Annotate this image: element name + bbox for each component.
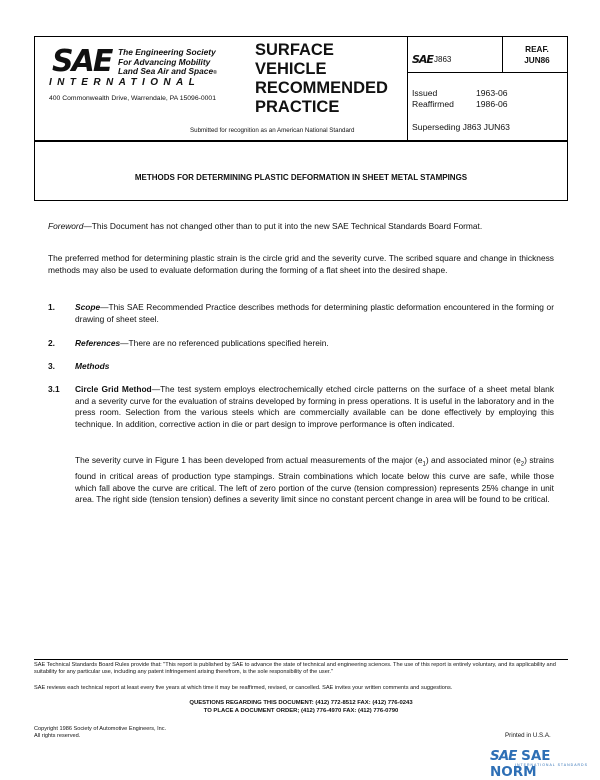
title-box	[34, 141, 568, 201]
header-divider	[407, 72, 568, 73]
reaffirmed-date: 1986-06	[476, 99, 508, 109]
issued-label: Issued	[412, 88, 438, 98]
doc-number: J863	[434, 55, 452, 64]
rights-reserved: All rights reserved.	[34, 733, 81, 739]
section-1-number: 1.	[48, 302, 55, 312]
questions-contact: QUESTIONS REGARDING THIS DOCUMENT: (412) 772-8512 FAX: (412) 776-0243	[189, 700, 413, 706]
sae-norm-subtitle: INTERNATIONAL STANDARDS	[515, 763, 588, 767]
address: 400 Commonwealth Drive, Warrendale, PA 15096-0001	[49, 95, 216, 102]
section-1-scope: Scope—This SAE Recommended Practice describes methods for determining plastic deformation encountered in the forming or drawing of sheet steel.	[75, 302, 554, 324]
sae-logo: SAE	[52, 44, 112, 79]
review-note: SAE reviews each technical report at least every five years at which time it may be reaffirmed, revised, or cancelled. SAE invites your written comments and suggestions.	[34, 685, 453, 691]
doc-id-logo: SAE	[412, 53, 433, 66]
section-3-number: 3.	[48, 361, 55, 371]
document-title: METHODS FOR DETERMINING PLASTIC DEFORMATION IN SHEET METAL STAMPINGS	[134, 173, 468, 182]
order-contact: TO PLACE A DOCUMENT ORDER; (412) 776-4970 FAX: (412) 776-0790	[203, 708, 399, 714]
footer-divider	[34, 659, 568, 660]
submitted-note: Submitted for recognition as an American National Standard	[190, 127, 355, 134]
society-tagline: The Engineering Society For Advancing Mobility Land Sea Air and Space®	[118, 47, 217, 76]
section-2-references: References—There are no referenced publications specified herein.	[75, 338, 329, 348]
header-divider	[407, 36, 408, 141]
copyright: Copyright 1986 Society of Automotive Engineers, Inc.	[34, 726, 167, 732]
preferred-method-paragraph: The preferred method for determining plastic strain is the circle grid and the severity curve. The scribed square and change in thickness methods may also be used to evaluate deformation during the forming of a flat sheet into the desired shape.	[48, 253, 554, 275]
policy-note: SAE Technical Standards Board Rules provide that: "This report is published by SAE to advance the state of technical and engineering sciences. The use of this report is entirely voluntary, and its applicability and suitability for any particular use, including any patent infringement arising therefrom, is the sole responsibility of the user."	[34, 662, 556, 676]
reaffirmation-badge: REAF. JUN86	[524, 45, 550, 65]
printed-in: Printed in U.S.A.	[505, 732, 551, 739]
section-2-number: 2.	[48, 338, 55, 348]
section-3-1-number: 3.1	[48, 384, 60, 394]
document-type-title: SURFACE VEHICLE RECOMMENDED PRACTICE	[255, 41, 388, 116]
superseding: Superseding J863 JUN63	[412, 122, 510, 132]
sae-norm-logo: SAE	[490, 748, 517, 764]
severity-curve-paragraph: The severity curve in Figure 1 has been developed from actual measurements of the major $(e_1)$ and associated minor $(e_2)$ strains found in critical areas of production type stampings. Strain combinations which locate below this curve are safe, while those which fall above the curve are critical. The left of zero portion of the curve (tension compression) represents 25% change in unit area. The right side (tension tension) defines a severity limit since no constant percent change in area will be found to be critical.	[75, 455, 554, 505]
international-label: INTERNATIONAL	[49, 77, 201, 88]
sae-norm-watermark: SAE SAE NORM	[490, 748, 551, 780]
reaffirmed-label: Reaffirmed	[412, 99, 454, 109]
issued-date: 1963-06	[476, 88, 508, 98]
foreword: Foreword—This Document has not changed other than to put it into the new SAE Technical Standards Board Format.	[48, 221, 483, 231]
header-divider	[502, 36, 503, 72]
section-3-methods: Methods	[75, 361, 110, 371]
section-3-1-circle-grid: Circle Grid Method—The test system employs electrochemically etched circle patterns on the surface of a sheet metal blank and a severity curve for the evaluation of strains developed by forming in press operations. It is useful in the laboratory and in the press room. Selection from the various steels which are commercially available can be done effectively by employing this technique. In addition, corrective action in die or part design to improve performance is often indicated.	[75, 384, 555, 429]
